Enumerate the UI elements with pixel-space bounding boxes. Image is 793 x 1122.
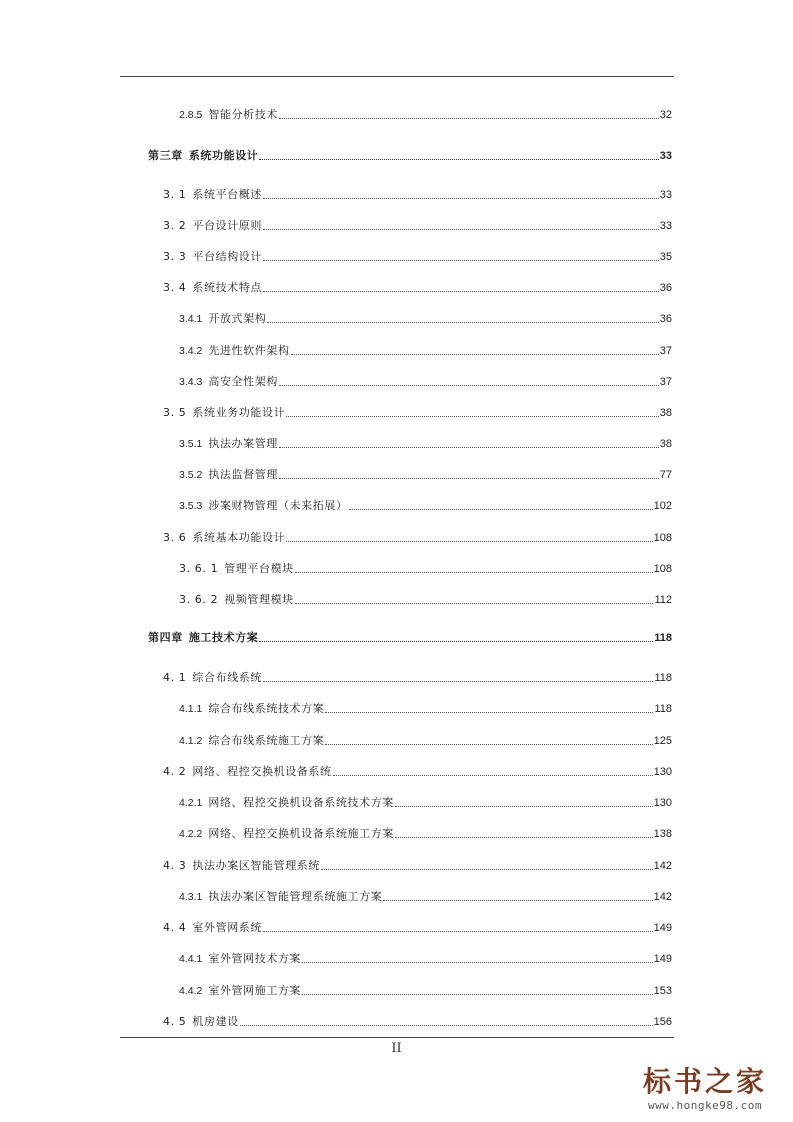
- toc-entry-page: 36: [659, 282, 672, 294]
- toc-entry-page: 118: [654, 632, 672, 644]
- toc-entry[interactable]: [163, 527, 672, 545]
- toc-entry[interactable]: [179, 104, 672, 122]
- toc-entry-title: 平台设计原则: [192, 219, 262, 232]
- toc-entry[interactable]: [179, 589, 672, 607]
- toc-entry[interactable]: [163, 277, 672, 295]
- toc-dot-leader: [291, 354, 659, 355]
- toc-dot-leader: [325, 744, 652, 745]
- toc-entry[interactable]: [163, 761, 672, 779]
- toc-entry-title: 执法办案区智能管理系统施工方案: [208, 890, 383, 903]
- toc-entry-title: 综合布线系统: [192, 671, 262, 684]
- toc-dot-leader: [240, 1025, 653, 1026]
- toc-entry-page: 37: [659, 345, 672, 357]
- toc-entry-page: 142: [653, 860, 672, 872]
- toc-dot-leader: [259, 641, 653, 642]
- toc-entry-number: 3.5.2: [179, 469, 203, 481]
- toc-dot-leader: [295, 603, 654, 604]
- toc-entry[interactable]: [179, 980, 672, 998]
- toc-entry-page: 33: [659, 150, 672, 162]
- toc-dot-leader: [321, 869, 653, 870]
- toc-entry-title: 网络、程控交换机设备系统技术方案: [208, 796, 394, 809]
- toc-entry-number: 3. 6. 2: [179, 593, 219, 606]
- toc-entry-page: 142: [653, 891, 672, 903]
- watermark-title: 标书之家: [642, 1065, 767, 1098]
- toc-dot-leader: [279, 385, 659, 386]
- toc-entry-title: 机房建设: [192, 1015, 239, 1028]
- toc-entry-number: 4.1.2: [179, 735, 203, 747]
- toc-entry-page: 36: [659, 313, 672, 325]
- toc-entry-page: 156: [653, 1016, 672, 1028]
- toc-entry-number: 3.5.1: [179, 438, 203, 450]
- toc-entry[interactable]: [163, 917, 672, 935]
- toc-dot-leader: [286, 416, 659, 417]
- toc-entry-number: 4. 1: [163, 671, 187, 684]
- toc-entry[interactable]: [163, 246, 672, 264]
- toc-entry-title: 执法办案区智能管理系统: [192, 859, 320, 872]
- toc-entry-title: 平台结构设计: [192, 250, 262, 263]
- toc-entry-title: 网络、程控交换机设备系统施工方案: [208, 827, 394, 840]
- toc-entry[interactable]: [179, 948, 672, 966]
- toc-chapter-entry[interactable]: [148, 627, 672, 645]
- toc-dot-leader: [333, 775, 653, 776]
- toc-entry-title: 执法监督管理: [208, 468, 278, 481]
- toc-entry-title: 执法办案管理: [208, 437, 278, 450]
- toc-entry-number: 3.4.1: [179, 313, 203, 325]
- toc-entry-number: 3. 5: [163, 406, 187, 419]
- toc-dot-leader: [259, 159, 658, 160]
- toc-entry-number: 3. 3: [163, 250, 187, 263]
- toc-entry-page: 77: [659, 469, 672, 481]
- toc-entry-page: 35: [659, 251, 672, 263]
- toc-entry-title: 室外管网系统: [192, 921, 262, 934]
- toc-dot-leader: [325, 712, 653, 713]
- toc-dot-leader: [395, 806, 653, 807]
- toc-dot-leader: [383, 900, 652, 901]
- toc-entry[interactable]: [179, 823, 672, 841]
- toc-entry-title: 系统平台概述: [192, 188, 262, 201]
- toc-entry[interactable]: [179, 371, 672, 389]
- toc-entry-page: 33: [659, 189, 672, 201]
- toc-entry[interactable]: [163, 855, 672, 873]
- toc-entry-title: 视频管理模块: [224, 593, 294, 606]
- watermark-logo: [625, 1065, 785, 1112]
- toc-entry-title: 综合布线系统施工方案: [208, 734, 325, 747]
- toc-entry-title: 综合布线系统技术方案: [208, 702, 325, 715]
- toc-entry-number: 4. 3: [163, 859, 187, 872]
- toc-entry-page: 149: [653, 953, 672, 965]
- toc-dot-leader: [263, 931, 653, 932]
- toc-entry-title: 涉案财物管理（未来拓展）: [208, 499, 348, 512]
- toc-entry-number: 4.2.2: [179, 828, 203, 840]
- toc-entry[interactable]: [163, 1011, 672, 1029]
- footer-rule: [120, 1037, 674, 1038]
- toc-entry-title: 室外管网技术方案: [208, 952, 302, 965]
- toc-entry-title: 高安全性架构: [208, 375, 278, 388]
- toc-entry[interactable]: [179, 433, 672, 451]
- toc-entry-title: 开放式架构: [208, 312, 267, 325]
- toc-entry-page: 118: [654, 672, 672, 684]
- toc-entry-page: 108: [653, 532, 672, 544]
- toc-dot-leader: [267, 322, 658, 323]
- toc-entry-page: 37: [659, 376, 672, 388]
- toc-entry-page: 118: [654, 703, 672, 715]
- toc-entry-page: 38: [659, 407, 672, 419]
- toc-entry-number: 3. 6: [163, 531, 187, 544]
- toc-dot-leader: [263, 291, 659, 292]
- toc-entry[interactable]: [179, 886, 672, 904]
- toc-entry-title: 先进性软件架构: [208, 344, 290, 357]
- toc-entry-title: 智能分析技术: [208, 108, 278, 121]
- toc-entry-number: 3. 4: [163, 281, 187, 294]
- toc-dot-leader: [279, 478, 659, 479]
- toc-entry-number: 4.4.1: [179, 953, 203, 965]
- toc-entry[interactable]: [179, 495, 672, 513]
- toc-entry-page: 112: [654, 594, 672, 606]
- toc-dot-leader: [263, 260, 659, 261]
- toc-entry-number: 4. 5: [163, 1015, 187, 1028]
- toc-entry-page: 130: [653, 797, 672, 809]
- toc-entry-page: 108: [653, 563, 672, 575]
- toc-entry-title: 系统业务功能设计: [192, 406, 286, 419]
- toc-entry-number: 3. 6. 1: [179, 562, 219, 575]
- toc-dot-leader: [295, 572, 653, 573]
- toc-entry-title: 管理平台模块: [224, 562, 294, 575]
- toc-chapter-entry[interactable]: [148, 145, 672, 163]
- toc-entry-number: 2.8.5: [179, 109, 203, 121]
- toc-entry-number: 3.4.3: [179, 376, 203, 388]
- toc-dot-leader: [263, 681, 653, 682]
- toc-dot-leader: [286, 541, 652, 542]
- toc-entry-page: 138: [653, 828, 672, 840]
- toc-entry-number: 4.1.1: [179, 703, 203, 715]
- toc-entry[interactable]: [179, 340, 672, 358]
- toc-entry-title: 系统功能设计: [188, 149, 259, 162]
- watermark-url: www.hongke98.com: [648, 1099, 762, 1112]
- toc-entry-number: 3. 2: [163, 219, 187, 232]
- toc-entry-number: 第三章: [148, 149, 183, 162]
- toc-entry-number: 4.3.1: [179, 891, 203, 903]
- toc-entry-page: 33: [659, 220, 672, 232]
- toc-entry[interactable]: [179, 730, 672, 748]
- toc-dot-leader: [302, 994, 652, 995]
- toc-dot-leader: [279, 447, 659, 448]
- toc-entry-number: 4.4.2: [179, 985, 203, 997]
- toc-entry[interactable]: [179, 308, 672, 326]
- toc-entry-page: 149: [653, 922, 672, 934]
- toc-entry-page: 38: [659, 438, 672, 450]
- toc-entry-page: 153: [653, 985, 672, 997]
- toc-dot-leader: [349, 509, 653, 510]
- toc-entry[interactable]: [163, 402, 672, 420]
- toc-entry-title: 系统基本功能设计: [192, 531, 286, 544]
- toc-entry-title: 施工技术方案: [188, 631, 259, 644]
- toc-entry-title: 系统技术特点: [192, 281, 262, 294]
- toc-entry-number: 4. 4: [163, 921, 187, 934]
- toc-entry[interactable]: [179, 558, 672, 576]
- toc-entry-page: 130: [653, 766, 672, 778]
- toc-entry[interactable]: [163, 184, 672, 202]
- toc-entry-number: 3. 1: [163, 188, 187, 201]
- toc-entry-title: 室外管网施工方案: [208, 984, 302, 997]
- toc-entry-number: 4. 2: [163, 765, 187, 778]
- toc-dot-leader: [279, 118, 659, 119]
- toc-entry[interactable]: [179, 698, 672, 716]
- toc-dot-leader: [263, 198, 659, 199]
- page-number: II: [391, 1041, 402, 1056]
- toc-entry-number: 3.5.3: [179, 500, 203, 512]
- toc-entry-page: 102: [653, 500, 672, 512]
- toc-entry-number: 第四章: [148, 631, 183, 644]
- toc-dot-leader: [263, 229, 659, 230]
- toc-entry-title: 网络、程控交换机设备系统: [192, 765, 332, 778]
- toc-entry[interactable]: [163, 667, 672, 685]
- toc-entry-number: 3.4.2: [179, 345, 203, 357]
- toc-entry[interactable]: [163, 215, 672, 233]
- toc-dot-leader: [395, 837, 653, 838]
- toc-entry-page: 125: [653, 735, 672, 747]
- toc-entry-page: 32: [659, 109, 672, 121]
- toc-entry-number: 4.2.1: [179, 797, 203, 809]
- toc-dot-leader: [302, 962, 652, 963]
- toc-entry[interactable]: [179, 464, 672, 482]
- toc-entry[interactable]: [179, 792, 672, 810]
